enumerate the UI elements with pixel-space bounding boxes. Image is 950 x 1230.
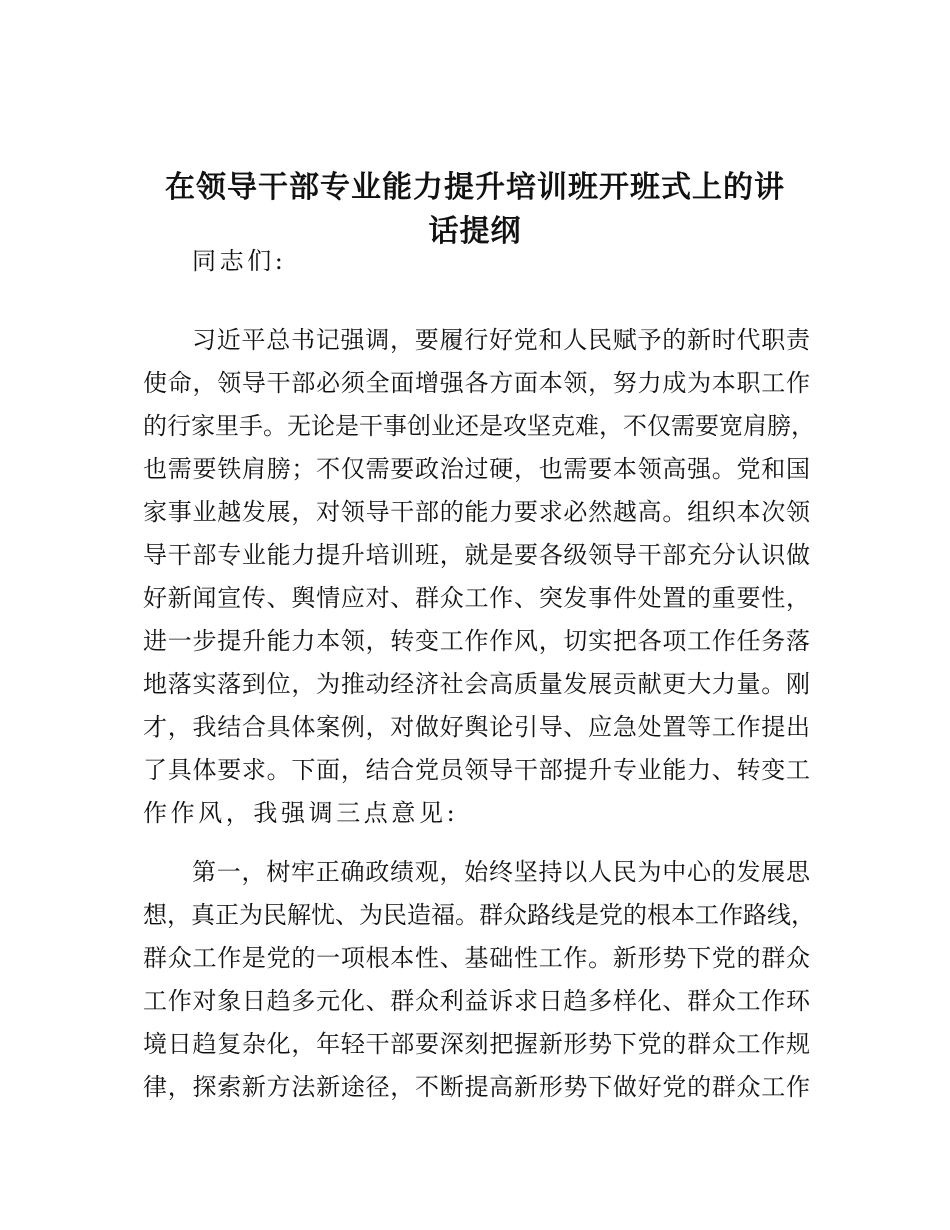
paragraph-1-line: 使命，领导干部必须全面增强各方面本领，努力成为本职工作 (143, 369, 810, 397)
paragraph-2-line: 律，探索新方法新途径，不断提高新形势下做好党的群众工作 (143, 1073, 810, 1101)
paragraph-1-line: 家事业越发展，对领导干部的能力要求必然越高。组织本次领 (143, 498, 810, 526)
paragraph-1-line: 导干部专业能力提升培训班，就是要各级领导干部充分认识做 (143, 541, 810, 569)
paragraph-1-line: 作作风，我强调三点意见: (143, 799, 459, 827)
paragraph-2-line: 工作对象日趋多元化、群众利益诉求日趋多样化、群众工作环 (143, 987, 810, 1015)
paragraph-2-line: 第一，树牢正确政绩观，始终坚持以人民为中心的发展思 (192, 858, 810, 886)
paragraph-2-line: 想，真正为民解忧、为民造福。群众路线是党的根本工作路线， (143, 901, 815, 929)
paragraph-1-line: 习近平总书记强调，要履行好党和人民赋予的新时代职责 (192, 326, 810, 354)
paragraph-1-line: 了具体要求。下面，结合党员领导干部提升专业能力、转变工 (143, 756, 810, 784)
salutation: 同志们: (192, 247, 287, 275)
paragraph-1-line: 好新闻宣传、舆情应对、群众工作、突发事件处置的重要性， (143, 584, 810, 612)
paragraph-2-line: 群众工作是党的一项根本性、基础性工作。新形势下党的群众 (143, 944, 810, 972)
paragraph-1-line: 地落实落到位，为推动经济社会高质量发展贡献更大力量。刚 (143, 670, 810, 698)
paragraph-2-line: 境日趋复杂化，年轻干部要深刻把握新形势下党的群众工作规 (143, 1030, 810, 1058)
paragraph-1-line: 才，我结合具体案例，对做好舆论引导、应急处置等工作提出 (143, 713, 810, 741)
paragraph-1-line: 也需要铁肩膀；不仅需要政治过硬，也需要本领高强。党和国 (143, 455, 810, 483)
paragraph-1-line: 的行家里手。无论是干事创业还是攻坚克难，不仅需要宽肩膀， (143, 412, 815, 440)
title-line-2: 话提纲 (428, 214, 522, 249)
paragraph-1-line: 进一步提升能力本领，转变工作作风，切实把各项工作任务落 (143, 627, 810, 655)
title-line-1: 在领导干部专业能力提升培训班开班式上的讲 (165, 170, 785, 205)
